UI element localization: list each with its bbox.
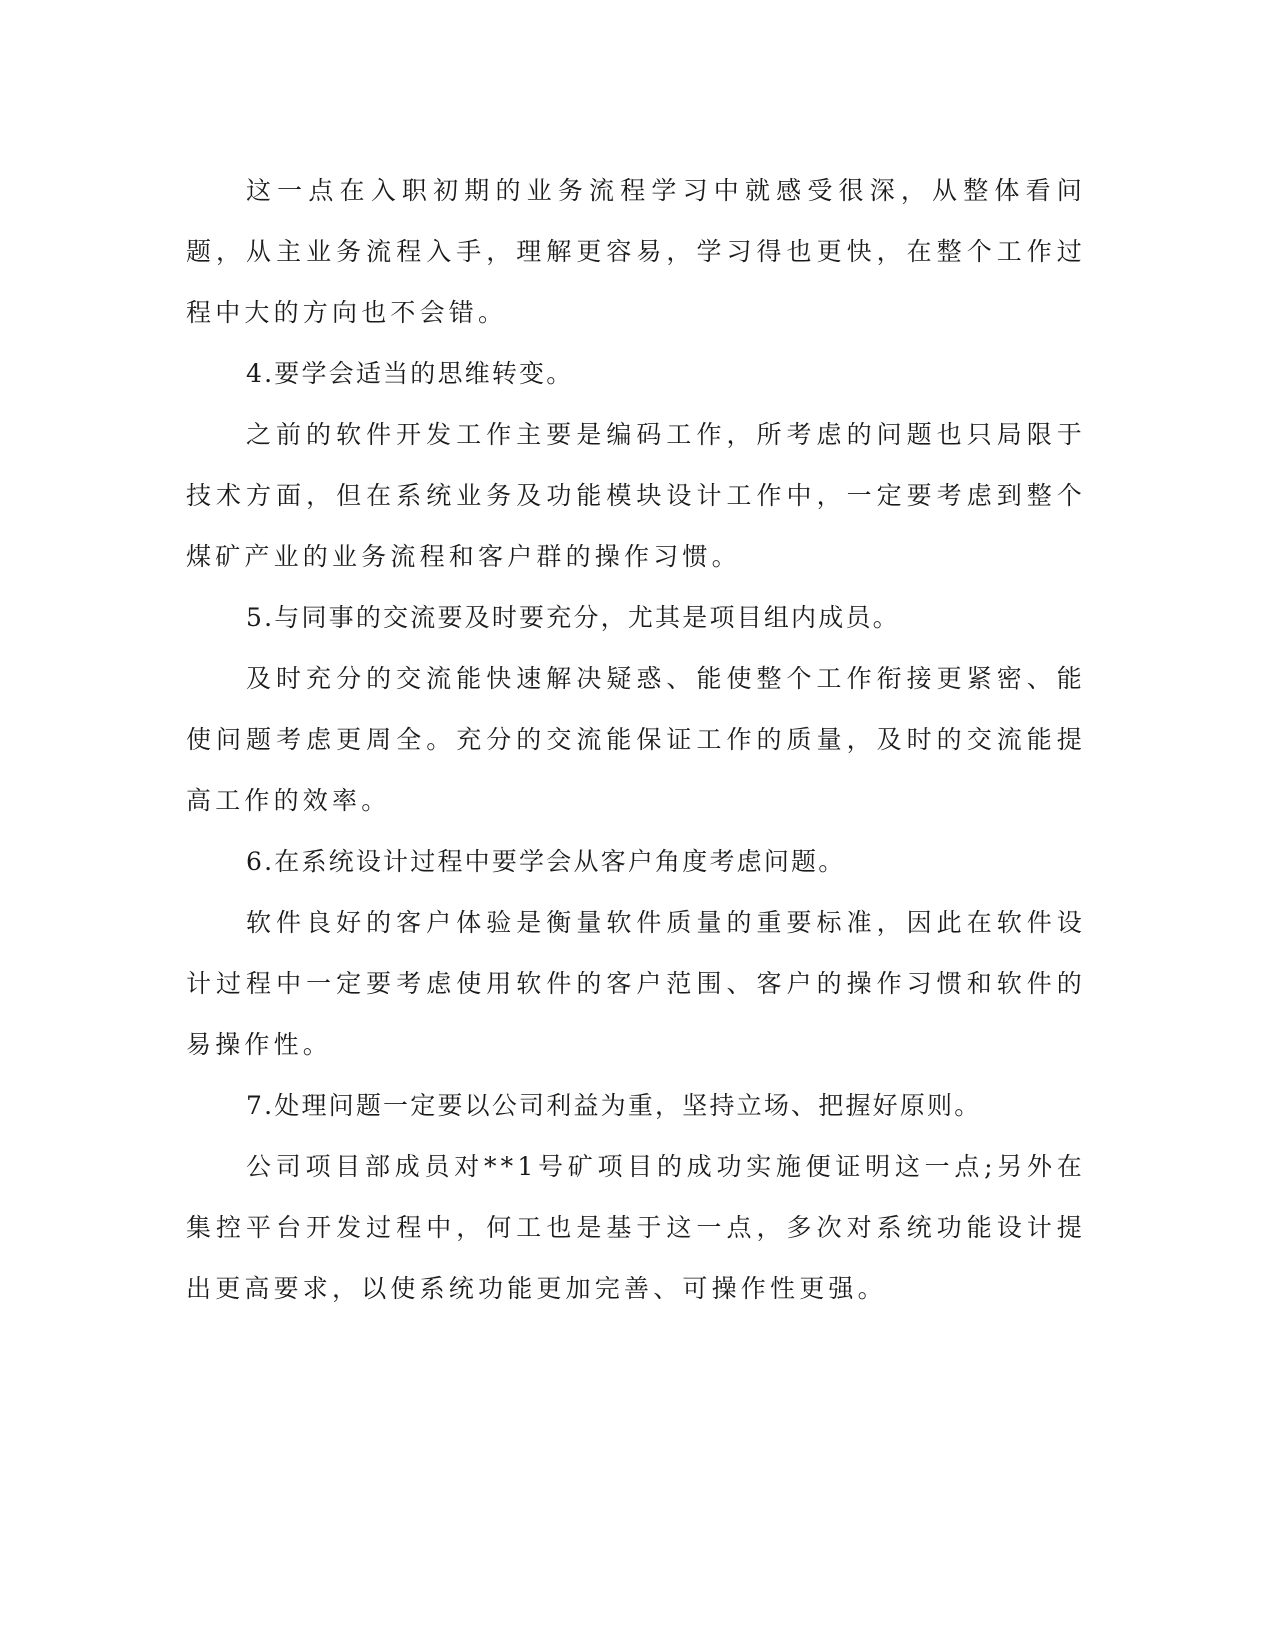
heading-point-7: 7.处理问题一定要以公司利益为重，坚持立场、把握好原则。 bbox=[246, 1091, 982, 1120]
paragraph-point-5-body: 及时充分的交流能快速解决疑惑、能使整个工作衔接更紧密、能使问题考虑更周全。充分的交流能保证工作的质量，及时的交流能提高工作的效率。 bbox=[186, 664, 1086, 815]
heading-point-6: 6.在系统设计过程中要学会从客户角度考虑问题。 bbox=[246, 847, 846, 876]
paragraph-point-7-body: 公司项目部成员对**1号矿项目的成功实施便证明这一点;另外在集控平台开发过程中，何工也是基于这一点，多次对系统功能设计提出更高要求，以使系统功能更加完善、可操作性更强。 bbox=[186, 1152, 1086, 1303]
heading-point-4: 4.要学会适当的思维转变。 bbox=[246, 359, 574, 388]
paragraph-point-6-body: 软件良好的客户体验是衡量软件质量的重要标准，因此在软件设计过程中一定要考虑使用软件的客户范围、客户的操作习惯和软件的易操作性。 bbox=[186, 908, 1086, 1059]
paragraph-point-4-body: 之前的软件开发工作主要是编码工作，所考虑的问题也只局限于技术方面，但在系统业务及功能模块设计工作中，一定要考虑到整个煤矿产业的业务流程和客户群的操作习惯。 bbox=[186, 420, 1086, 571]
paragraph-intro-overall-view: 这一点在入职初期的业务流程学习中就感受很深，从整体看问题，从主业务流程入手，理解更容易，学习得也更快，在整个工作过程中大的方向也不会错。 bbox=[186, 176, 1086, 327]
heading-point-5: 5.与同事的交流要及时要充分，尤其是项目组内成员。 bbox=[246, 603, 900, 632]
document-body bbox=[186, 160, 1086, 1319]
